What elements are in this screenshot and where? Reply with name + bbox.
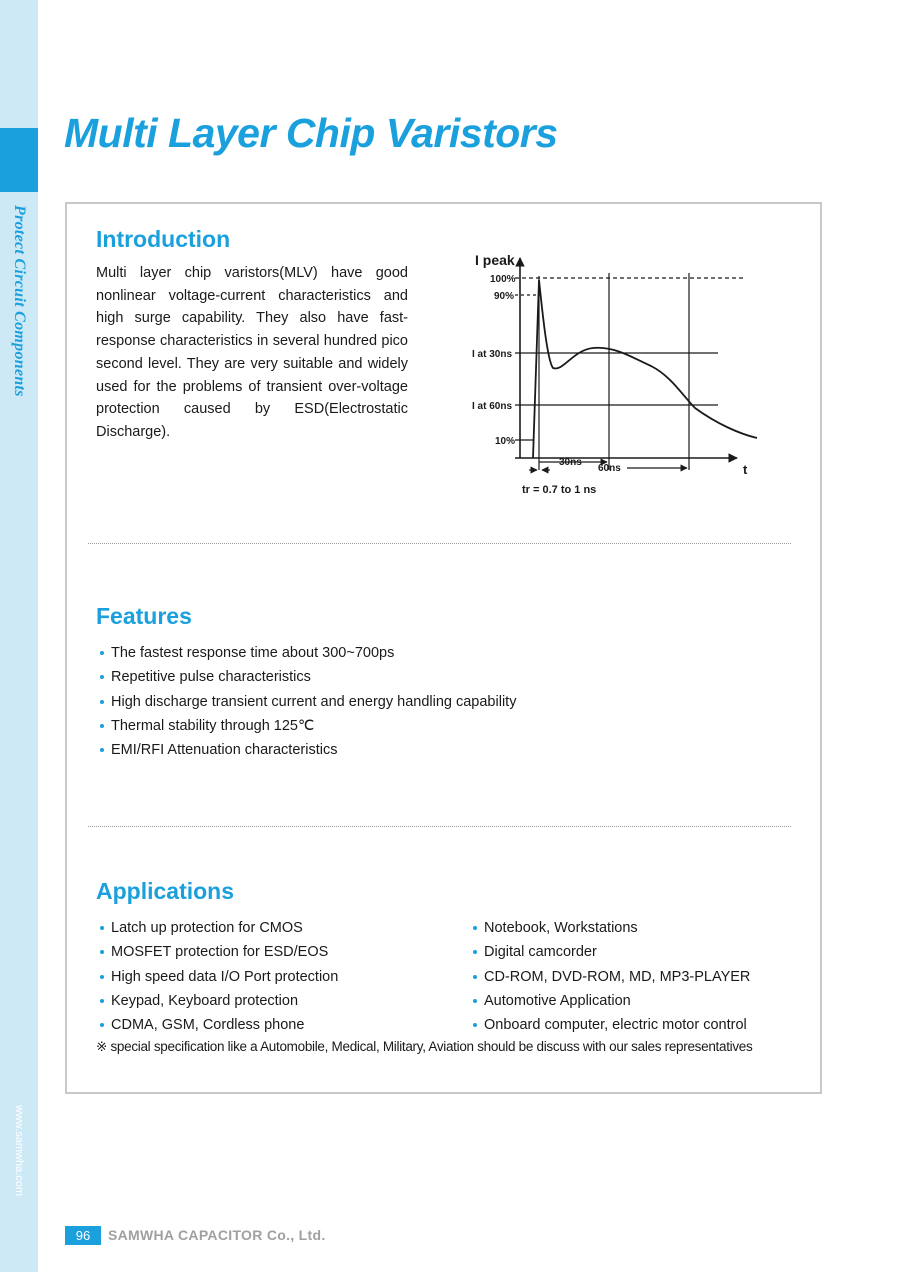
introduction-text: Multi layer chip varistors(MLV) have good nonlinear voltage-current characteristics and high surge capability. They also have fast-response characteristics in several hundred pico second level. They are very suitable and widely used for the problems of transient over-voltage protection caused by ESD(Electrostatic Discharge). <box>96 265 408 440</box>
level-30ns-label: I at 30ns <box>472 349 513 360</box>
list-item: Digital camcorder <box>469 940 750 964</box>
list-item: Notebook, Workstations <box>469 916 750 940</box>
level-100-label: 100% <box>490 274 516 285</box>
applications-heading: Applications <box>96 878 235 904</box>
features-list <box>96 641 516 762</box>
page-title: Multi Layer Chip Varistors <box>64 110 558 156</box>
list-item: MOSFET protection for ESD/EOS <box>96 940 338 964</box>
level-90-label: 90% <box>494 291 515 302</box>
special-spec-note: ※ special specification like a Automobile, Medical, Military, Aviation should be discuss with our sales representatives <box>96 1039 753 1054</box>
current-waveform <box>533 280 757 458</box>
list-item: Thermal stability through 125℃ <box>96 714 516 738</box>
list-item: Latch up protection for CMOS <box>96 916 338 940</box>
website-url: www.samwha.com <box>13 1105 25 1197</box>
divider-top <box>88 543 791 544</box>
interval-30ns-label: 30ns <box>559 457 582 468</box>
list-item: The fastest response time about 300~700ps <box>96 641 516 665</box>
list-item: Onboard computer, electric motor control <box>469 1013 750 1037</box>
applications-list-left <box>96 916 338 1037</box>
page-number: 96 <box>65 1226 101 1245</box>
bullet-icon <box>100 675 104 679</box>
bullet-icon <box>100 950 104 954</box>
bullet-icon <box>100 651 104 655</box>
bullet-icon <box>473 999 477 1003</box>
list-item: Automotive Application <box>469 989 750 1013</box>
applications-list-right <box>469 916 750 1037</box>
y-axis-title: I peak <box>475 252 515 268</box>
features-heading: Features <box>96 603 192 629</box>
list-item: High discharge transient current and energy handling capability <box>96 690 516 714</box>
bullet-icon <box>100 700 104 704</box>
bullet-icon <box>100 975 104 979</box>
esd-waveform-diagram <box>455 248 765 503</box>
level-10-label: 10% <box>495 436 516 447</box>
side-tab-marker <box>0 128 38 192</box>
rise-time-label: tr = 0.7 to 1 ns <box>522 484 597 496</box>
bullet-icon <box>473 926 477 930</box>
list-item: CD-ROM, DVD-ROM, MD, MP3-PLAYER <box>469 965 750 989</box>
introduction-heading: Introduction <box>96 226 231 252</box>
list-item: Repetitive pulse characteristics <box>96 665 516 689</box>
list-item: EMI/RFI Attenuation characteristics <box>96 738 516 762</box>
bullet-icon <box>473 950 477 954</box>
divider-bottom <box>88 826 791 827</box>
interval-60ns-label: 60ns <box>598 463 621 474</box>
bullet-icon <box>100 1023 104 1027</box>
list-item: CDMA, GSM, Cordless phone <box>96 1013 338 1037</box>
company-name: SAMWHA CAPACITOR Co., Ltd. <box>108 1227 326 1243</box>
level-60ns-label: I at 60ns <box>472 401 513 412</box>
list-item: Keypad, Keyboard protection <box>96 989 338 1013</box>
bullet-icon <box>473 1023 477 1027</box>
bullet-icon <box>100 748 104 752</box>
bullet-icon <box>100 999 104 1003</box>
list-item: High speed data I/O Port protection <box>96 965 338 989</box>
x-axis-title: t <box>743 462 748 477</box>
section-side-label: Protect Circuit Components <box>11 205 28 397</box>
bullet-icon <box>100 724 104 728</box>
bullet-icon <box>473 975 477 979</box>
bullet-icon <box>100 926 104 930</box>
